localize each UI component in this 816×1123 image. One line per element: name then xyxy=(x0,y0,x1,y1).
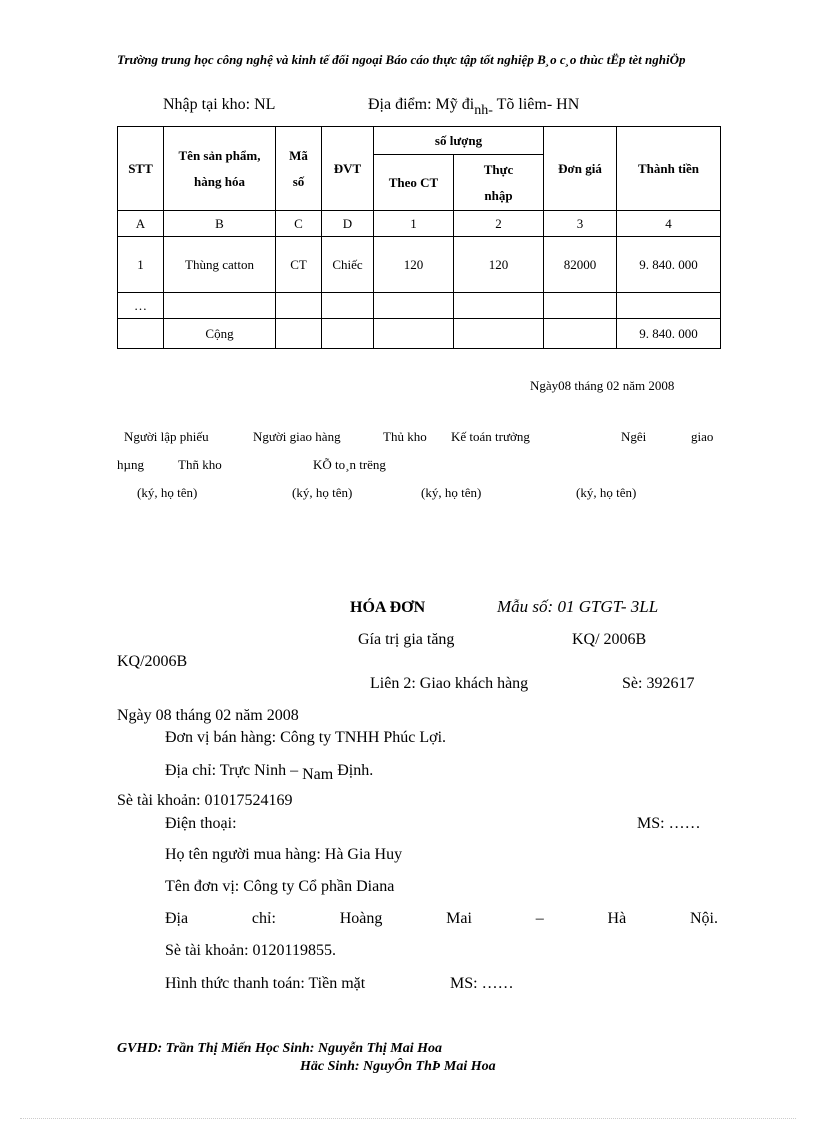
seller-ms: MS: …… xyxy=(637,815,701,832)
invoice-series: KQ/ 2006B xyxy=(572,631,647,648)
location-main: Địa điểm: Mỹ đi xyxy=(368,96,475,113)
code-cell: B xyxy=(164,211,276,237)
invoice-form-number: Mẫu số: 01 GTGT- 3LL xyxy=(497,597,659,616)
location-rest: Tõ liêm- HN xyxy=(492,96,580,113)
receipt-date: Ngày08 tháng 02 năm 2008 xyxy=(530,378,675,393)
header-quantity: số lượng xyxy=(374,127,544,155)
table-row xyxy=(118,237,721,293)
address-word: Mai xyxy=(446,910,472,927)
address-word: Địa xyxy=(165,910,189,927)
code-cell: C xyxy=(276,211,322,237)
warehouse-label: Nhập tại kho: NL xyxy=(163,96,276,113)
sign-note: (ký, họ tên) xyxy=(576,485,637,500)
code-cell: 3 xyxy=(544,211,617,237)
signer: Người giao hàng xyxy=(253,429,341,444)
code-row xyxy=(118,211,721,237)
invoice-copy: Liên 2: Giao khách hàng xyxy=(370,675,529,692)
address-word: chỉ: xyxy=(251,910,276,927)
signer: giao xyxy=(691,429,714,444)
buyer-account: Sè tài khoản: 0120119855. xyxy=(165,942,336,959)
header-product-name: Tên sản phẩm, hàng hóa xyxy=(164,127,276,211)
header-qty-actual: Thực nhập xyxy=(454,155,544,211)
seller-account: Sè tài khoản: 01017524169 xyxy=(117,792,293,809)
address-word: Hà xyxy=(607,910,627,927)
payment-method: Hình thức thanh toán: Tiền mặt xyxy=(165,975,366,992)
address-word: Nội. xyxy=(689,910,718,927)
address-word: – xyxy=(535,910,544,927)
sign-note: (ký, họ tên) xyxy=(421,485,482,500)
signer: Thủ kho xyxy=(383,429,427,444)
header-qty-doc: Theo CT xyxy=(374,155,454,211)
sum-row xyxy=(118,319,721,349)
seller: Đơn vị bán hàng: Công ty TNHH Phúc Lợi. xyxy=(165,729,447,746)
signer: Kế toán trưởng xyxy=(451,429,530,444)
signer: hµng xyxy=(117,457,144,472)
location-label xyxy=(368,96,580,118)
page-header: Trường trung học công nghệ và kinh tế đối ngoại Báo cáo thực tập tốt nghiệp B¸o c¸o thùc tËp tèt nghiÖp xyxy=(117,52,686,67)
invoice-series-b: KQ/2006B xyxy=(117,653,188,670)
buyer-address xyxy=(165,910,718,928)
ellipsis-cell: … xyxy=(118,293,164,319)
code-cell: 2 xyxy=(454,211,544,237)
sum-label: Cộng xyxy=(164,319,276,349)
row-name: Thùng catton xyxy=(164,237,276,293)
signer: KÕ to¸n trëng xyxy=(313,457,386,472)
address-sub: Nam xyxy=(302,766,334,783)
seller-address xyxy=(165,762,374,783)
seller-phone: Điện thoại: xyxy=(165,815,237,832)
buyer-unit: Tên đơn vị: Công ty Cổ phần Diana xyxy=(165,878,395,895)
sign-note: (ký, họ tên) xyxy=(137,485,198,500)
header-total: Thành tiền xyxy=(617,127,721,211)
row-qty-doc: 120 xyxy=(374,237,454,293)
code-cell: 1 xyxy=(374,211,454,237)
footer-line-2: Häc Sinh: NguyÔn ThÞ Mai Hoa xyxy=(300,1059,496,1074)
receipt-table xyxy=(117,126,721,349)
row-price: 82000 xyxy=(544,237,617,293)
code-cell: D xyxy=(322,211,374,237)
header-code: Mã số xyxy=(276,127,322,211)
code-cell: 4 xyxy=(617,211,721,237)
address-main: Địa chỉ: Trực Ninh – xyxy=(165,762,303,779)
footer xyxy=(117,1040,496,1076)
code-cell: A xyxy=(118,211,164,237)
address-word: Hoàng xyxy=(339,910,383,927)
invoice-number: Sè: 392617 xyxy=(622,675,695,692)
invoice-vat: Gía trị gia tăng xyxy=(358,631,455,648)
sign-note: (ký, họ tên) xyxy=(292,485,353,500)
signer: Thñ kho xyxy=(178,457,222,472)
header-unit-price: Đơn giá xyxy=(544,127,617,211)
buyer-name: Họ tên người mua hàng: Hà Gia Huy xyxy=(165,846,403,863)
row-total: 9. 840. 000 xyxy=(617,237,721,293)
address-rest: Định. xyxy=(333,762,374,779)
row-unit: Chiếc xyxy=(322,237,374,293)
header-unit: ĐVT xyxy=(322,127,374,211)
page-edge-divider xyxy=(20,1118,796,1119)
signer: Ngêi xyxy=(621,429,647,444)
sum-total: 9. 840. 000 xyxy=(617,319,721,349)
invoice-title: HÓA ĐƠN xyxy=(350,599,426,616)
row-qty-actual: 120 xyxy=(454,237,544,293)
payment-ms: MS: …… xyxy=(450,975,514,992)
row-code: CT xyxy=(276,237,322,293)
row-stt: 1 xyxy=(118,237,164,293)
table-row xyxy=(118,293,721,319)
invoice-date: Ngày 08 tháng 02 năm 2008 xyxy=(117,707,299,724)
location-sub: nh- xyxy=(474,103,493,118)
signer: Người lập phiếu xyxy=(124,429,209,444)
header-stt: STT xyxy=(118,127,164,211)
footer-line-1: GVHD: Trần Thị Miến Học Sinh: Nguyễn Thị Mai Hoa xyxy=(117,1041,443,1056)
